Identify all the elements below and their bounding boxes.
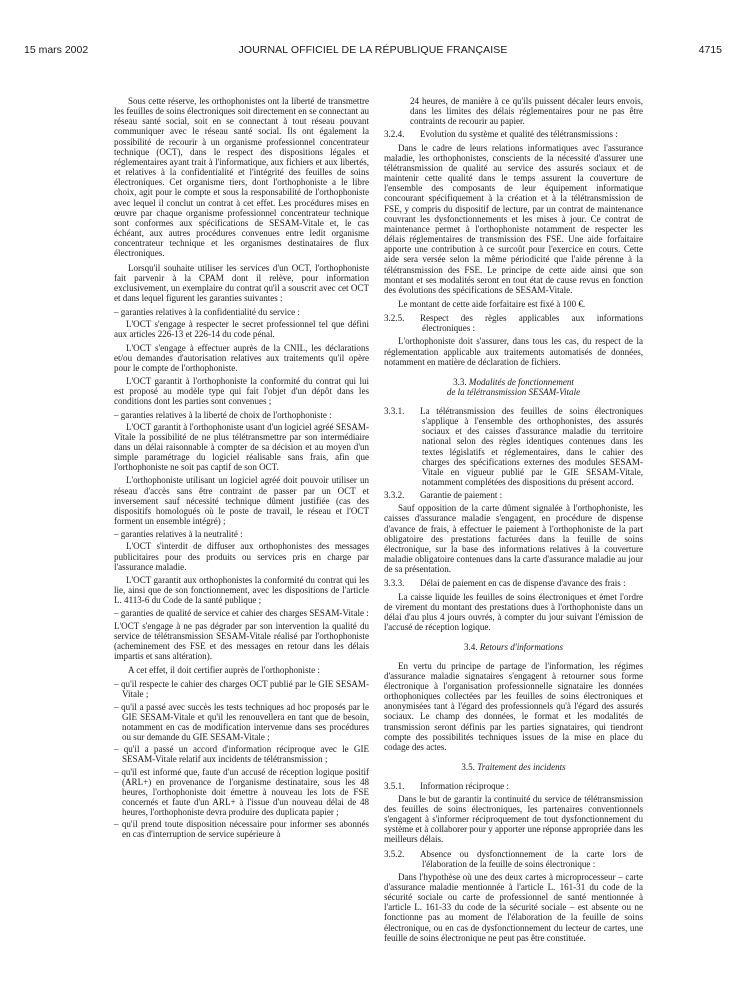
section-number: 3.2.5. (384, 313, 405, 324)
page-number: 4715 (698, 44, 722, 56)
paragraph: Le montant de cette aide forfaitaire est fixé à 100 €. (398, 298, 586, 309)
paragraph: Dans l'hypothèse où une des deux cartes à microprocesseur – carte d'assurance maladie mentionnée à l'article L. 161-31 du code de la sécurité sociale ou carte de professionnel de santé mentionnée à l'article L. 161-33 du code de la sécurité sociale – est absente ou ne fonctionne pas au moment de l'élaboration de la feuille de soins électronique, ou en cas de dysfonctionnement du lecteur de cartes, une feuille de soins électronique ne peut pas être constituée. (384, 871, 643, 943)
paragraph: L'orthophoniste utilisant un logiciel agréé doit pouvoir utiliser un réseau d'accès sans être contraint de passer par un OCT et inversement sauf nécessité technique dûment justifiée (cas des dispositifs homologués où le poste de travail, le réseau et l'OCT forment un ensemble intégré) ; (114, 475, 369, 527)
heading-title: Modalités de fonctionnement (468, 376, 574, 387)
section-number: 3.3.1. (384, 405, 405, 416)
paragraph: Sous cette réserve, les orthophonistes ont la liberté de transmettre les feuilles de soins électroniques soit directement en se connectant au réseau santé social, soit en se connectant à tout réseau pouvant communiquer avec le réseau santé social. Ils ont également la possibilité de recourir à un organisme professionnel concentrateur technique (OCT), dans le respect des dispositions légales et réglementaires ayant trait à l'informatique, aux fichiers et aux libertés, et relatives à la confidentialité et l'intégrité des feuilles de soins électroniques. Cet organisme tiers, dont l'orthophoniste a le libre choix, agit pour le compte et sous la responsabilité de l'orthophoniste avec lequel il conclut un contrat à cet effet. Les procédures mises en œuvre par chaque organisme professionnel concentrateur technique sont conformes aux spécifications de SESAM-Vitale et, le cas échéant, aux autres procédures convenues entre ledit organisme concentrateur technique et les organismes destinataires de flux électroniques. (114, 96, 369, 259)
section-number: 3.5.2. (384, 848, 405, 859)
page-header (24, 44, 722, 58)
left-column (114, 96, 369, 984)
section-title: Délai de paiement en cas de dispense d'avance des frais : (420, 578, 626, 589)
section-title: Evolution du système et qualité des télétransmissions : (420, 129, 618, 140)
list-item: – qu'il respecte le cahier des charges OCT publié par le GIE SESAM-Vitale ; (114, 679, 369, 700)
paragraph: Sauf opposition de la carte dûment signalée à l'orthophoniste, les caisses d'assurance maladie s'engagent, en procédure de dispense d'avance de frais, à effectuer le paiement à l'orthophoniste de la part obligatoire des prestations facturées dans la feuille de soins électronique, sur la base des informations relatives à la couverture maladie obligatoire contenues dans la carte d'assurance maladie au jour de sa présentation. (384, 503, 643, 575)
paragraph: L'OCT garantit aux orthophonistes la conformité du contrat qui les lie, ainsi que de son fonctionnement, avec les dispositions de l'article L. 4113-6 du Code de la santé publique ; (114, 574, 369, 606)
list-item: – qu'il est informé que, faute d'un accusé de réception logique positif (ARL+) en provenance de l'organisme destinataire, sous les 48 heures, l'orthophoniste doit émettre à nouveau les lots de FSE concernés et faute d'un ARL+ à l'issue d'un nouveau délai de 48 heures, l'orthophoniste devra produire des duplicata papier ; (114, 766, 369, 818)
paragraph: A cet effet, il doit certifier auprès de l'orthophoniste : (128, 665, 320, 676)
list-item: – garanties relatives à la neutralité : (114, 529, 243, 540)
paragraph: L'OCT garantit à l'orthophoniste la conformité du contrat qui lui est proposé au modèle type qui fait l'objet d'un dépôt dans les conditions dont les parties sont convenues ; (114, 376, 369, 407)
paragraph: Dans le but de garantir la continuité du service de télétransmission des feuilles de soins électroniques, les partenaires conventionnels s'engagent à s'informer réciproquement de tout dysfonctionnement du système et à collaborer pour y apporter une réponse appropriée dans les meilleurs délais. (384, 793, 643, 845)
section-heading (384, 849, 643, 869)
section-heading (384, 490, 643, 500)
subsection-heading (384, 762, 643, 773)
section-number: 3.3.3. (384, 578, 405, 589)
heading-number: 3.3. (453, 376, 467, 387)
section-heading (384, 313, 643, 333)
paragraph: 24 heures, de manière à ce qu'ils puissent décaler leurs envois, dans les limites des délais réglementaires pour ne pas être contraints de recourir au papier. (410, 96, 643, 127)
paragraph: En vertu du principe de partage de l'information, les régimes d'assurance maladie signataires s'engagent à retourner sous forme électronique à l'organisation professionnelle signataire les données orthophoniques collectées par les feuilles de soins électroniques et anonymisées tant à l'égard des professionnels qu'à l'égard des assurés sociaux. Le champ des données, le format et les modalités de transmission seront définis par les parties signataires, qui tiendront compte des possibilités techniques issues de la mise en place du codage des actes. (384, 660, 643, 752)
section-number: 3.2.4. (384, 129, 405, 140)
list-item: – garanties relatives à la liberté de choix de l'orthophoniste : (114, 409, 332, 420)
list-item: – garanties de qualité de service et cahier des charges SESAM-Vitale : (114, 608, 369, 619)
section-title: Respect des règles applicables aux informations électroniques : (420, 313, 643, 334)
subsection-heading (384, 642, 643, 653)
paragraph: L'OCT s'engage à respecter le secret professionnel tel que défini aux articles 226-13 et 226-14 du code pénal. (114, 319, 369, 340)
paragraph: L'OCT s'engage à ne pas dégrader par son intervention la qualité du service de télétransmission SESAM-Vitale réalisé par l'orthophoniste (acheminement des FSE et des messages en retour dans les délais impartis et sans altération). (114, 620, 369, 661)
heading-title: Retours d'informations (479, 642, 563, 653)
issue-date: 15 mars 2002 (24, 44, 89, 56)
heading-title: Traitement des incidents (477, 762, 566, 773)
section-title: Information réciproque : (420, 780, 509, 791)
section-heading (384, 578, 643, 588)
journal-title: JOURNAL OFFICIEL DE LA RÉPUBLIQUE FRANÇAISE (238, 44, 508, 56)
heading-number: 3.4. (464, 642, 478, 653)
section-number: 3.3.2. (384, 490, 405, 501)
section-title: Absence ou dysfonctionnement de la carte lors de l'élaboration de la feuille de soins électronique : (420, 848, 643, 869)
list-item: – garanties relatives à la confidentialité du service : (114, 307, 300, 318)
subsection-heading (384, 377, 643, 398)
right-column (384, 96, 643, 984)
paragraph: L'OCT garantit à l'orthophoniste usant d'un logiciel agréé SESAM-Vitale la possibilité de ne plus télétransmettre par son intermédiaire dans un délai raisonnable à compter de sa décision et au moyen d'un simple paramétrage du logiciel réalisable sans frais, afin que l'orthophoniste ne soit pas captif de son OCT. (114, 421, 369, 473)
heading-number: 3.5. (461, 762, 475, 773)
paragraph: L'orthophoniste doit s'assurer, dans tous les cas, du respect de la réglementation applicable aux traitements automatisés de données, notamment en matière de déclaration de fichiers. (384, 336, 643, 367)
paragraph: L'OCT s'interdit de diffuser aux orthophonistes des messages publicitaires pour des produits ou services pris en charge par l'assurance maladie. (114, 541, 369, 572)
section-text: La télétransmission des feuilles de soins électroniques s'applique à l'ensemble des orthophonistes, des assurés sociaux et des caisses d'assurance maladie du territoire national selon des règles identiques contenues dans les textes législatifs et réglementaires, dans le cahier des charges des spécifications externes des modules SESAM-Vitale en vigueur publié par le GIE SESAM-Vitale, notamment complétées des dispositions du présent accord. (420, 405, 643, 487)
paragraph: Dans le cadre de leurs relations informatiques avec l'assurance maladie, les orthophonistes, conscients de la nécessité d'assurer une télétransmission de qualité au service des assurés sociaux et de maintenir cette qualité dans le temps assurent la couverture de l'ensemble des composants de leur équipement informatique concourant spécifiquement à la création et à la télétransmission de FSE, y compris du dispositif de lecture, par un contrat de maintenance couvrant les dysfonctionnements et les mises à jour. Ce contrat de maintenance permet à l'orthophoniste notamment de respecter les délais réglementaires de transmission des FSE. Une aide forfaitaire apporte une contribution à ce surcoût pour l'exercice en cours. Cette aide sera versée selon la même périodicité que l'aide pérenne à la télétransmission des FSE. Le principe de cette aide ainsi que son montant et ses modalités seront en tout état de cause revus en fonction des évolutions des spécifications de SESAM-Vitale. (384, 142, 643, 295)
section-number: 3.5.1. (384, 780, 405, 791)
paragraph: La caisse liquide les feuilles de soins électroniques et émet l'ordre de virement du montant des prestations dues à l'orthophoniste dans un délai d'au plus 4 jours ouvrés, à compter du jour suivant l'émission de l'accusé de réception logique. (384, 591, 643, 633)
section-heading (384, 781, 643, 791)
section-title: Garantie de paiement : (420, 490, 503, 501)
paragraph: L'OCT s'engage à effectuer auprès de la CNIL, les déclarations et/ou demandes d'autorisation relatives aux traitements qu'il opère pour le compte de l'orthophoniste. (114, 342, 369, 373)
heading-title: de la télétransmission SESAM-Vitale (446, 387, 581, 398)
list-item: – qu'il a passé un accord d'information réciproque avec le GIE SESAM-Vitale relatif aux incidents de télétransmission ; (114, 744, 369, 765)
paragraph: Lorsqu'il souhaite utiliser les services d'un OCT, l'orthophoniste fait parvenir à la CPAM dont il relève, pour information exclusivement, un exemplaire du contrat qu'il a souscrit avec cet OCT et dans lequel figurent les garanties suivantes : (114, 262, 369, 303)
list-item: – qu'il a passé avec succès les tests techniques ad hoc proposés par le GIE SESAM-Vitale et qu'il les renouvellera en tant que de besoin, notamment en cas de modification intervenue dans ses procédures ou sur demande du GIE SESAM-Vitale ; (114, 701, 369, 743)
list-item: – qu'il prend toute disposition nécessaire pour informer ses abonnés en cas d'interruption de service supérieure à (114, 819, 369, 840)
section-heading (384, 129, 643, 139)
section-heading (384, 406, 643, 487)
